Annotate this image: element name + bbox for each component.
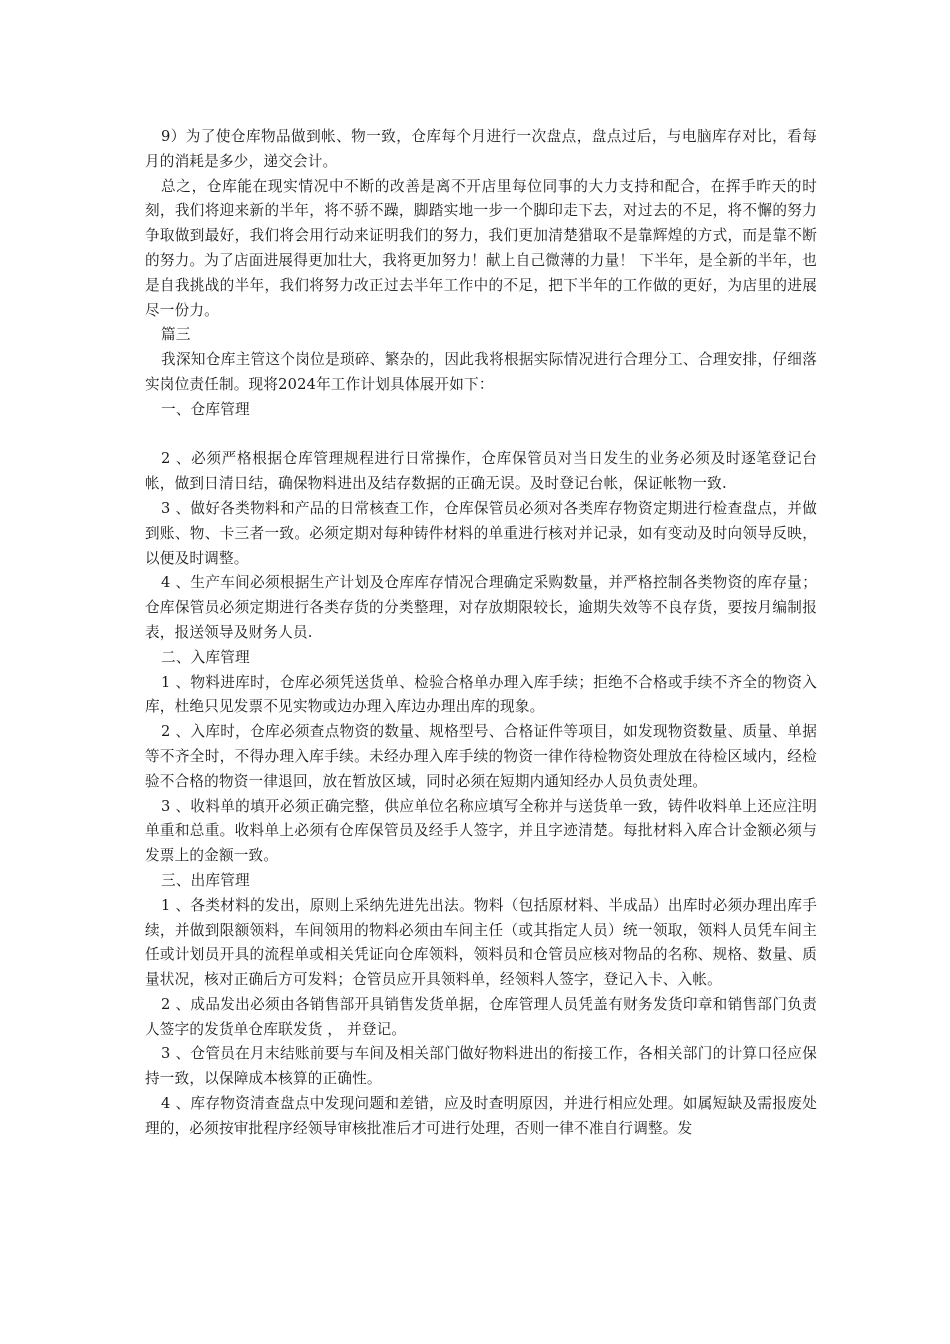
paragraph-outbound-item-1: 1 、各类材料的发出，原则上采纳先进先出法。物料（包括原材料、半成品）出库时必须办理出库手续，并做到限额领料，车间领用的物料必须由车间主任（或其指定人员）统一领取，领料人员凭车间主任或计划员开具的流程单或相关凭证向仓库领料，领料员和仓管员应核对物品的名称、规格、数量、质量状况，核对正确后方可发料；仓管员应开具领料单，经领料人签字，登记入卡、入帐。 — [145, 896, 817, 989]
blank-line — [145, 423, 817, 448]
paragraph-warehouse-item-2: 2 、必须严格根据仓库管理规程进行日常操作，仓库保管员对当日发生的业务必须及时逐笔登记台帐，做到日清日结，确保物料进出及结存数据的正确无误。及时登记台帐，保证帐物一致. — [145, 450, 817, 493]
heading-inbound-management: 二、入库管理 — [161, 648, 250, 666]
paragraph-intro-plan: 我深知仓库主管这个岗位是琐碎、繁杂的，因此我将根据实际情况进行合理分工、合理安排，仔细落实岗位责任制。现将2024年工作计划具体展开如下： — [145, 351, 817, 393]
heading-outbound-management: 三、出库管理 — [161, 871, 250, 889]
paragraph-inbound-item-1: 1 、物料进库时，仓库必须凭送货单、检验合格单办理入库手续；拒绝不合格或手续不齐全的物资入库，杜绝只见发票不见实物或边办理入库边办理出库的现象。 — [145, 673, 817, 716]
document-body — [145, 125, 817, 1142]
paragraph-inventory-check: 9）为了使仓库物品做到帐、物一致，仓库每个月进行一次盘点，盘点过后，与电脑库存对比，看每月的消耗是多少，递交会计。 — [145, 128, 817, 170]
paragraph-outbound-item-2: 2 、成品发出必须由各销售部开具销售发货单据，仓库管理人员凭盖有财务发货印章和销售部门负责人签字的发货单仓库联发货 ， 并登记。 — [145, 995, 817, 1038]
section-title-part-three: 篇三 — [161, 326, 191, 344]
paragraph-outbound-item-3: 3 、仓管员在月末结账前要与车间及相关部门做好物料进出的衔接工作，各相关部门的计算口径应保持一致，以保障成本核算的正确性。 — [145, 1045, 817, 1088]
heading-warehouse-management: 一、仓库管理 — [161, 400, 250, 418]
paragraph-summary: 总之，仓库能在现实情况中不断的改善是离不开店里每位同事的大力支持和配合，在挥手昨天的时刻，我们将迎来新的半年，将不骄不躁，脚踏实地一步一个脚印走下去，对过去的不足，将不懈的努力争取做到最好，我们将会用行动来证明我们的努力，我们更加清楚猎取不是靠辉煌的方式，而是靠不断的努力。为了店面进展得更加壮大，我将更加努力！献上自己微薄的力量！ 下半年，是全新的半年，也是自我挑战的半年，我们将努力改正过去半年工作中的不足，把下半年的工作做的更好，为店里的进展尽一份力。 — [145, 177, 817, 319]
paragraph-inbound-item-2: 2 、入库时，仓库必须查点物资的数量、规格型号、合格证件等项目，如发现物资数量、质量、单据等不齐全时，不得办理入库手续。未经办理入库手续的物资一律作待检物资处理放在待检区域内，经检验不合格的物资一律退回，放在暂放区域，同时必须在短期内通知经办人员负责处理。 — [145, 723, 817, 790]
paragraph-warehouse-item-3: 3 、做好各类物料和产品的日常核查工作，仓库保管员必须对各类库存物资定期进行检查盘点，并做到账、物、卡三者一致。必须定期对每种铸件材料的单重进行核对并记录，如有变动及时向领导反映，以便及时调整。 — [145, 499, 817, 567]
paragraph-warehouse-item-4: 4 、生产车间必须根据生产计划及仓库库存情况合理确定采购数量，并严格控制各类物资的库存量；仓库保管员必须定期进行各类存货的分类整理，对存放期限较长，逾期失效等不良存货，要按月编制报表，报送领导及财务人员. — [145, 574, 817, 641]
paragraph-inbound-item-3: 3 、收料单的填开必须正确完整，供应单位名称应填写全称并与送货单一致，铸件收料单上还应注明单重和总重。收料单上必须有仓库保管员及经手人签字，并且字迹清楚。每批材料入库合计金额必须与发票上的金额一致。 — [145, 797, 817, 865]
paragraph-outbound-item-4: 4 、库存物资清查盘点中发现问题和差错，应及时查明原因，并进行相应处理。如属短缺及需报废处理的，必须按审批程序经领导审核批准后才可进行处理，否则一律不准自行调整。发 — [145, 1095, 817, 1137]
